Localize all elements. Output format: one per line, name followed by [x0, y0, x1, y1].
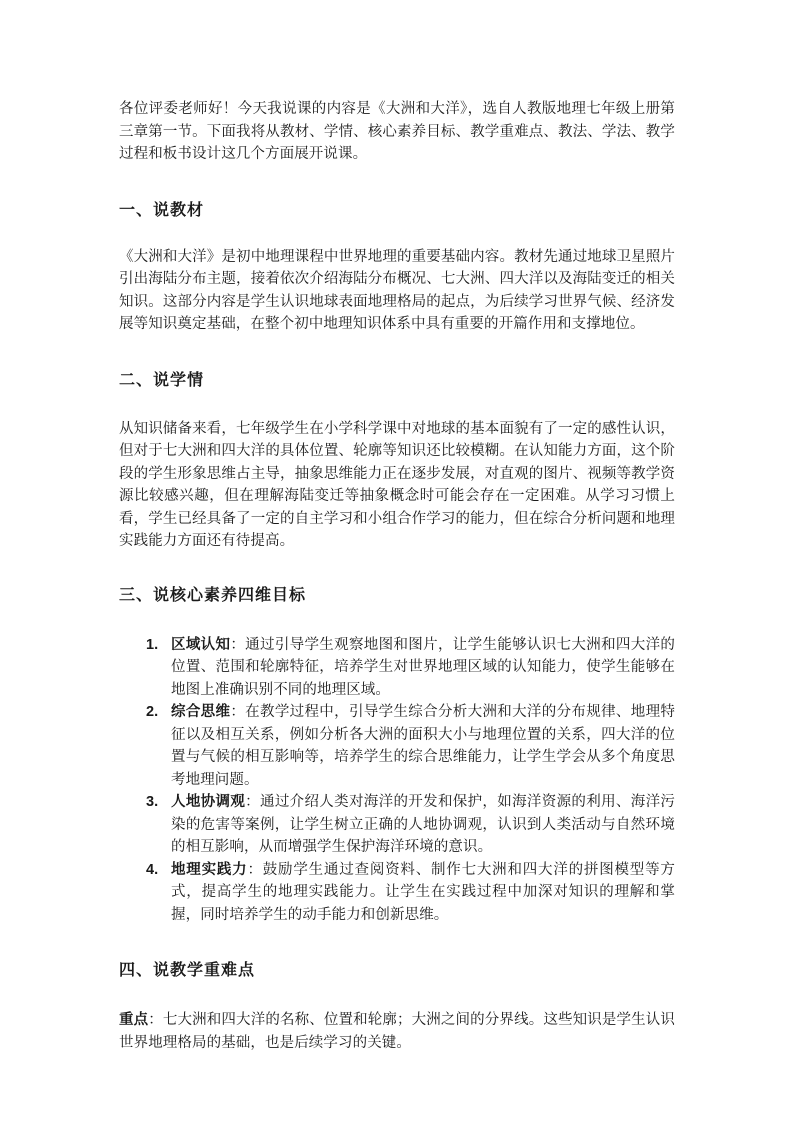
section-heading-nandian: 四、说教学重难点	[119, 960, 256, 979]
goal-text: ：通过引导学生观察地图和图片，让学生能够认识七大洲和四大洋的位置、范围和轮廓特征，培养学生对世界地理区域的认知能力，使学生能够在地图上准确识别不同的地理区域。	[171, 636, 675, 698]
goal-text: ：在教学过程中，引导学生综合分析大洲和大洋的分布规律、地理特征以及相互关系，例如分析各大洲的面积大小与地理位置的关系，四大洋的位置与气候的相互影响等，培养学生的综合思维能力，让学生学会从多个角度思考地理问题。	[171, 704, 675, 788]
goal-item-quyu-renzhi	[146, 634, 675, 702]
key-text: ：七大洲和四大洋的名称、位置和轮廓；大洲之间的分界线。这些知识是学生认识世界地理格局的基础，也是后续学习的关键。	[119, 1012, 675, 1051]
goal-text: ：鼓励学生通过查阅资料、制作七大洲和四大洋的拼图模型等方式，提高学生的地理实践能力。让学生在实践过程中加深对知识的理解和掌握，同时培养学生的动手能力和创新思维。	[171, 861, 675, 923]
goal-number: 2.	[146, 704, 159, 720]
goals-list	[119, 634, 675, 927]
section-heading-jiaocai: 一、说教材	[119, 199, 205, 219]
goal-number: 3.	[146, 794, 159, 810]
section-heading-mubiao: 三、说核心素养四维目标	[119, 584, 307, 604]
goal-term: 综合思维	[171, 704, 231, 720]
goal-term: 区域认知	[171, 636, 231, 653]
goal-item-zonghe-siwei	[146, 701, 675, 791]
intro-paragraph: 各位评委老师好！今天我说课的内容是《大洲和大洋》，选自人教版地理七年级上册第三章第一节。下面我将从教材、学情、核心素养目标、教学重难点、教法、学法、教学过程和板书设计这几个方面展开说课。	[119, 101, 675, 162]
zhongdian-paragraph	[119, 1009, 675, 1054]
section-heading-xueqing: 二、说学情	[119, 369, 205, 389]
goal-term: 人地协调观	[171, 794, 246, 810]
goal-text: ：通过介绍人类对海洋的开发和保护，如海洋资源的利用、海洋污染的危害等案例，让学生树立正确的人地协调观，认识到人类活动与自然环境的相互影响，从而增强学生保护海洋环境的意识。	[171, 794, 675, 855]
jiaocai-paragraph: 《大洲和大洋》是初中地理课程中世界地理的重要基础内容。教材先通过地球卫星照片引出海陆分布主题，接着依次介绍海陆分布概况、七大洲、四大洋以及海陆变迁的相关知识。这部分内容是学生认识地球表面地理格局的起点，为后续学习世界气候、经济发展等知识奠定基础，在整个初中地理知识体系中具有重要的开篇作用和支撑地位。	[119, 248, 675, 332]
key-term: 重点	[119, 1012, 149, 1028]
goal-item-dili-shijian	[146, 859, 675, 927]
xueqing-paragraph: 从知识储备来看，七年级学生在小学科学课中对地球的基本面貌有了一定的感性认识，但对于七大洲和四大洋的具体位置、轮廓等知识还比较模糊。在认知能力方面，这个阶段的学生形象思维占主导，抽象思维能力正在逐步发展，对直观的图片、视频等教学资源比较感兴趣，但在理解海陆变迁等抽象概念时可能会存在一定困难。从学习习惯上看，学生已经具备了一定的自主学习和小组合作学习的能力，但在综合分析问题和地理实践能力方面还有待提高。	[119, 420, 675, 549]
goal-number: 1.	[146, 636, 159, 653]
goal-number: 4.	[146, 861, 159, 878]
goal-term: 地理实践力	[171, 861, 248, 878]
goal-item-rendi-xietiao	[146, 791, 675, 859]
document-page	[119, 98, 675, 1054]
